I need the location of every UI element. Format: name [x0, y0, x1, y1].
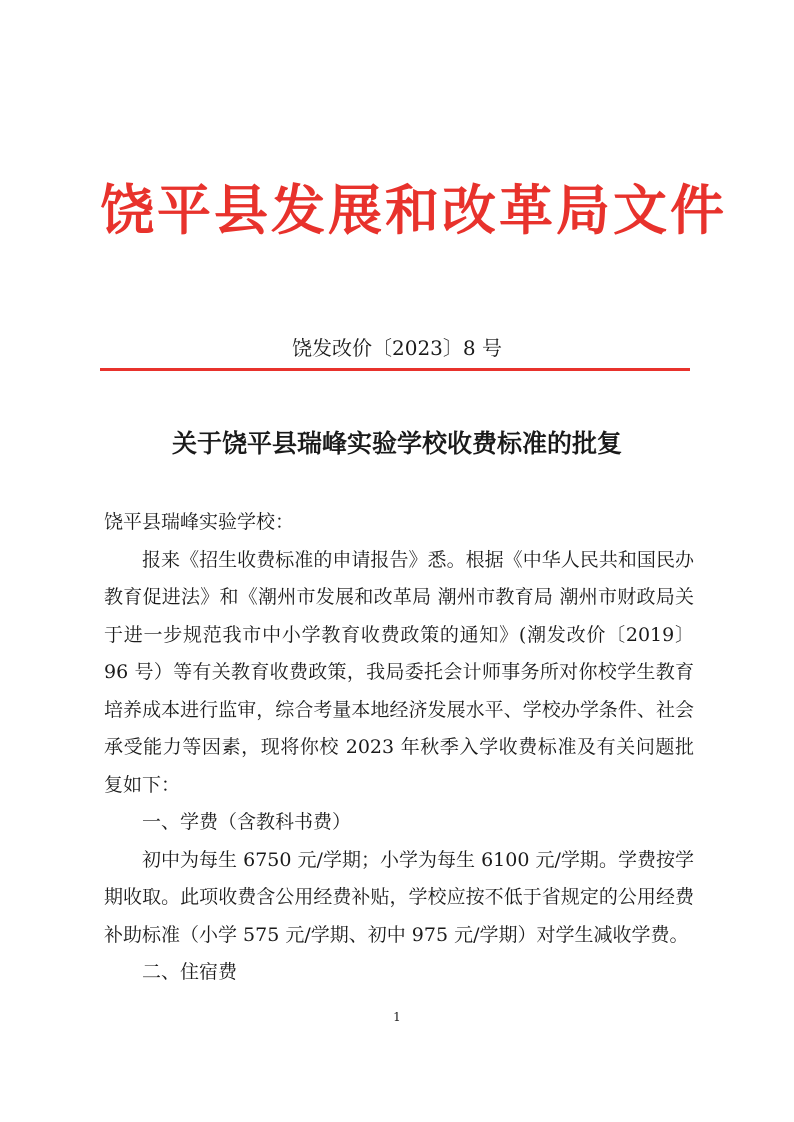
page-number: 1: [393, 1010, 401, 1024]
body-paragraph: 初中为每生 6750 元/学期；小学为每生 6100 元/学期。学费按学期收取。此项收费含公用经费补贴，学校应按不低于省规定的公用经费补助标准（小学 575 元/学期、初中 975 元/学期）对学生减收学费。: [104, 848, 694, 946]
section-heading-accommodation: 二、住宿费: [142, 961, 238, 983]
section-heading-tuition: 一、学费（含教科书费）: [142, 811, 352, 833]
document-number: 饶发改价〔2023〕8 号: [292, 336, 502, 360]
red-divider-line: [100, 368, 690, 371]
body-paragraph: 报来《招生收费标准的申请报告》悉。根据《中华人民共和国民办教育促进法》和《潮州市发展和改革局 潮州市教育局 潮州市财政局关于进一步规范我市中小学教育收费政策的通知》(潮发改价〔2019〕96 号）等有关教育收费政策，我局委托会计师事务所对你校学生教育培养成本进行监审，综合考量本地经济发展水平、学校办学条件、社会承受能力等因素，现将你校 2023 年秋季入学收费标准及有关问题批复如下：: [104, 548, 694, 796]
document-body: [104, 504, 694, 992]
salutation: 饶平县瑞峰实验学校：: [104, 511, 295, 533]
issuer-header-title: 饶平县发展和改革局文件: [100, 178, 727, 242]
document-title: 关于饶平县瑞峰实验学校收费标准的批复: [171, 429, 622, 458]
